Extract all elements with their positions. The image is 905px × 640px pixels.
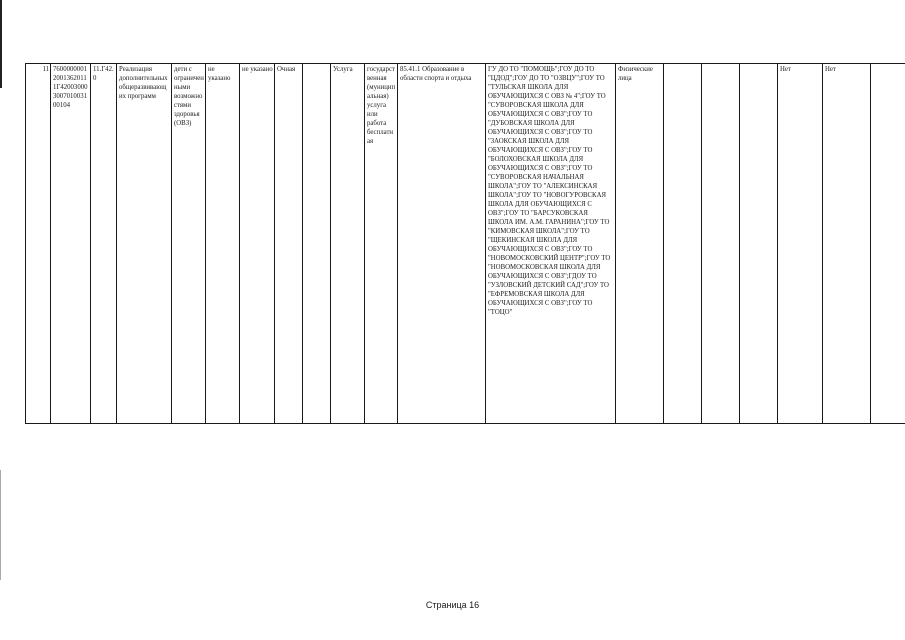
param1-cell: не указано (206, 64, 240, 424)
category-cell: дети с ограниченными возможностями здоровья (ОВЗ) (172, 64, 206, 424)
free-flag-cell: государственная (муниципальная) услуга или работа бесплатная (365, 64, 398, 424)
flag2-cell: Нет (823, 64, 871, 424)
flag1-cell: Нет (778, 64, 823, 424)
type-cell: Услуга (331, 64, 365, 424)
form-cell: Очная (275, 64, 303, 424)
page-number: Страница 16 (425, 600, 480, 610)
param2-cell: не указано (240, 64, 275, 424)
scan-edge-mark-lower (0, 470, 1, 580)
table-row (26, 64, 905, 424)
service-name-cell: Реализация дополнительных общеразвивающих программ (117, 64, 172, 424)
registry-table (25, 63, 905, 424)
empty-cell (664, 64, 702, 424)
registry-code-cell: 760000000120013620111Г42003000300701003100104 (51, 64, 91, 424)
scan-edge-mark (0, 0, 2, 88)
service-code-cell: 11.Г42.0 (91, 64, 117, 424)
row-number: 11 (26, 64, 51, 424)
empty-cell (871, 64, 905, 424)
institutions-cell: ГУ ДО ТО "ПОМОЩЬ";ГОУ ДО ТО "ЦДОД";ГОУ ДО ТО "ОЗВЦУ";ГОУ ТО "ТУЛЬСКАЯ ШКОЛА ДЛЯ ОБУЧАЮЩИХСЯ С ОВЗ № 4";ГОУ ТО "СУВОРОВСКАЯ ШКОЛА ДЛЯ ОБУЧАЮЩИХСЯ С ОВЗ";ГОУ ТО "ДУБОВСКАЯ ШКОЛА ДЛЯ ОБУЧАЮЩИХСЯ С ОВЗ";ГОУ ТО "ЗАОКСКАЯ ШКОЛА ДЛЯ ОБУЧАЮЩИХСЯ С ОВЗ";ГОУ ТО "БОЛОХОВСКАЯ ШКОЛА ДЛЯ ОБУЧАЮЩИХСЯ С ОВЗ";ГОУ ТО "СУВОРОВСКАЯ НАЧАЛЬНАЯ ШКОЛА";ГОУ ТО "АЛЕКСИНСКАЯ ШКОЛА";ГОУ ТО "НОВОГУРОВСКАЯ ШКОЛА ДЛЯ ОБУЧАЮЩИХСЯ С ОВЗ";ГОУ ТО "БАРСУКОВСКАЯ ШКОЛА ИМ. А.М. ГАРАНИНА";ГОУ ТО "КИМОВСКАЯ ШКОЛА";ГОУ ТО "ЩЕКИНСКАЯ ШКОЛА ДЛЯ ОБУЧАЮЩИХСЯ С ОВЗ";ГОУ ТО "НОВОМОСКОВСКИЙ ЦЕНТР";ГОУ ТО "НОВОМОСКОВСКАЯ ШКОЛА ДЛЯ ОБУЧАЮЩИХСЯ С ОВЗ";ГДОУ ТО "УЗЛОВСКИЙ ДЕТСКИЙ САД";ГОУ ТО "ЕФРЕМОВСКАЯ ШКОЛА ДЛЯ ОБУЧАЮЩИХСЯ С ОВЗ";ГОУ ТО "ТОЦО" (486, 64, 616, 424)
empty-cell (740, 64, 778, 424)
empty-cell (303, 64, 331, 424)
empty-cell (702, 64, 740, 424)
consumers-cell: Физические лица (616, 64, 664, 424)
okved-cell: 85.41.1 Образование в области спорта и отдыха (398, 64, 486, 424)
